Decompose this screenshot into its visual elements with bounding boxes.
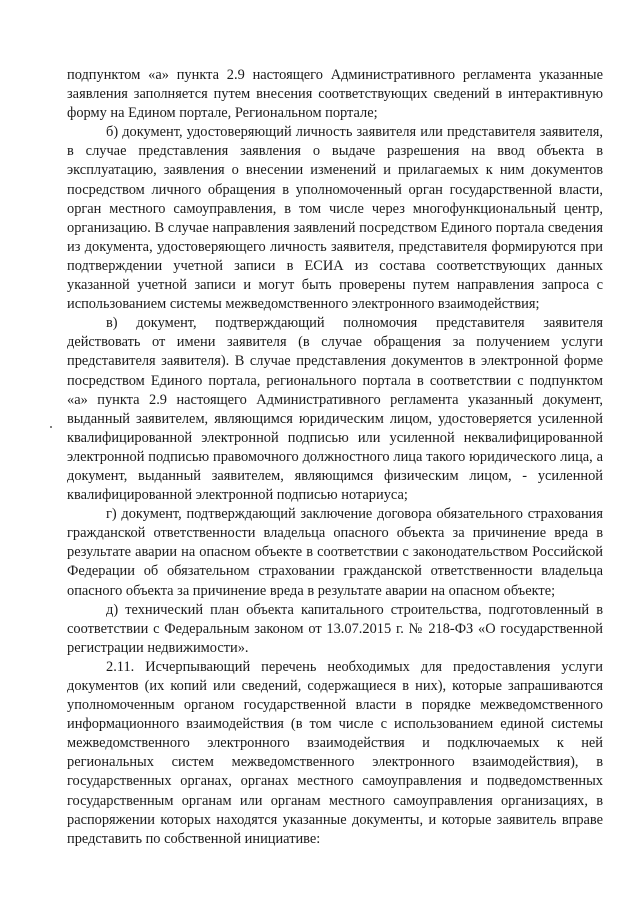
paragraph-d-technical-plan: д) технический план объекта капитального строительства, подготовленный в соответствии с Федеральным законом от 13.07.2015 г. № 218-ФЗ «О государственной регистрации недвижимости». (67, 601, 603, 656)
paragraph-v-authority-document: в) документ, подтверждающий полномочия представителя заявителя действовать от имени заявителя (в случае обращения за получением услуги представителя заявителя). В случае представления документов в электронной форме посредством Единого портала, регионального портала в соответствии с подпунктом «а» пункта 2.9 настоящего Административного регламента указанный документ, выданный заявителем, являющимся юридическим лицом, удостоверяется усиленной квалифицированной электронной подписью или усиленной неквалифицированной электронной подписью правомочного должностного лица такого юридического лица, а документ, выданный заявителем, являющимся физическим лицом, - усиленной квалифицированной электронной подписью нотариуса; (67, 315, 603, 504)
scan-dot (50, 426, 52, 428)
paragraph-continuation: подпунктом «а» пункта 2.9 настоящего Административного регламента указанные заявления заполняется путем внесения соответствующих сведений в интерактивную форму на Едином портале, Региональном портале; (67, 67, 603, 122)
paragraph-b-identity-document: б) документ, удостоверяющий личность заявителя или представителя заявителя, в случае представления заявления о выдаче разрешения на ввод объекта в эксплуатацию, заявления о внесении изменений и прилагаемых к ним документов посредством личного обращения в уполномоченный орган государственной власти, орган местного самоуправления, в том числе через многофункциональный центр, организацию. В случае направления заявлений посредством Единого портала сведения из документа, удостоверяющего личность заявителя, представителя формируются при подтверждении учетной записи в ЕСИА из состава соответствующих данных указанной учетной записи и могут быть проверены путем направления запроса с использованием системы межведомственного электронного взаимодействия; (67, 124, 603, 313)
document-page (67, 66, 603, 849)
paragraph-2-11-document-list: 2.11. Исчерпывающий перечень необходимых для предоставления услуги документов (их копий или сведений, содержащиеся в них), которые запрашиваются уполномоченным органом государственной власти в порядке межведомственного информационного взаимодействия (в том числе с использованием единой системы межведомственного электронного взаимодействия и подключаемых к ней региональных систем межведомственного электронного взаимодействия), в государственных органах, органах местного самоуправления и подведомственных государственным органам или органам местного самоуправления организациях, в распоряжении которых находятся указанные документы, и которые заявитель вправе представить по собственной инициативе: (67, 658, 603, 847)
paragraph-g-insurance-contract: г) документ, подтверждающий заключение договора обязательного страхования гражданской ответственности владельца опасного объекта за причинение вреда в результате аварии на опасном объекте в соответствии с законодательством Российской Федерации об обязательном страховании гражданской ответственности владельца опасного объекта за причинение вреда в результате аварии на опасном объекте; (67, 506, 603, 599)
